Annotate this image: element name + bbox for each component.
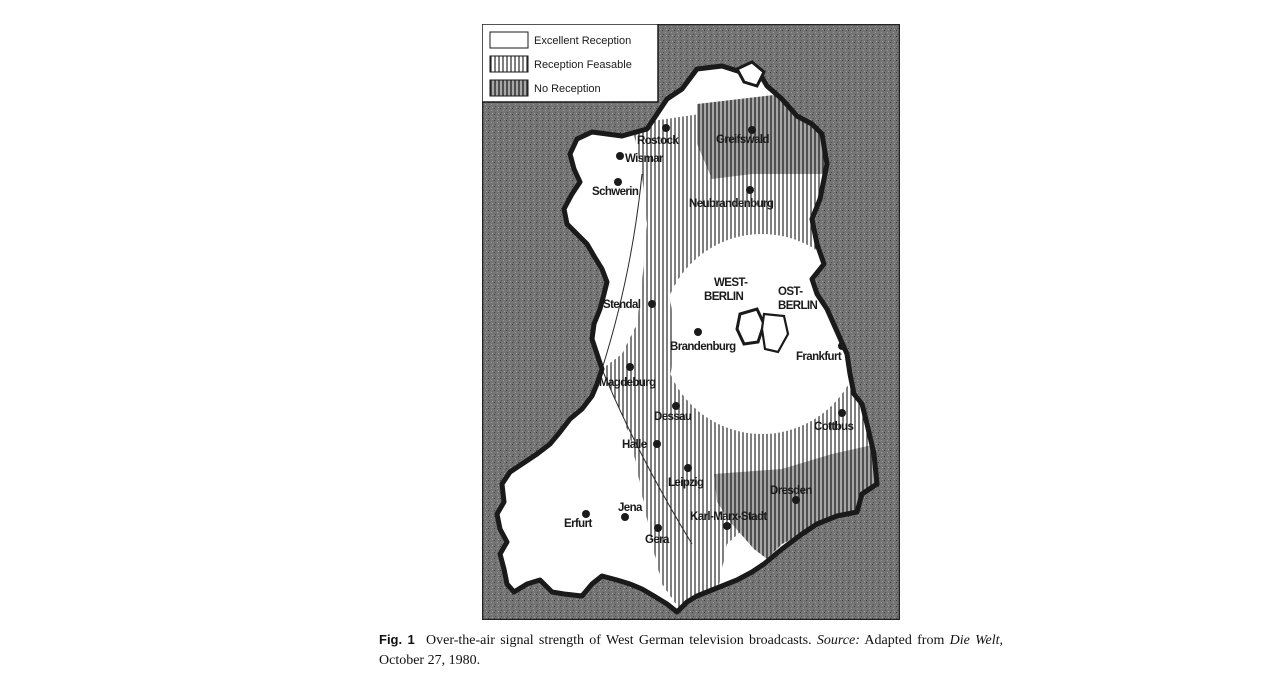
city-dot-gera — [654, 524, 662, 532]
city-label-gera: Gera — [645, 534, 669, 546]
city-label-wismar: Wismar — [625, 153, 663, 165]
legend — [482, 24, 658, 102]
west-berlin-outline — [737, 309, 764, 344]
city-label-neubrandenburg: Neubrandenburg — [689, 198, 774, 210]
figure-label: Fig. 1 — [379, 632, 415, 647]
city-label-greifswald: Greifswald — [716, 134, 769, 146]
legend-label-none: No Reception — [534, 83, 601, 95]
city-dot-frankfurt — [838, 342, 846, 350]
city-label-brandenburg: Brandenburg — [670, 341, 736, 353]
city-dot-rostock — [662, 124, 670, 132]
city-label-dresden: Dresden — [770, 485, 812, 497]
caption-source-text: Adapted from — [864, 633, 945, 648]
city-label-rostock: Rostock — [637, 135, 679, 147]
city-dot-greifswald — [748, 126, 756, 134]
caption-publication: Die Welt, — [949, 633, 1003, 648]
city-dot-wismar — [616, 152, 624, 160]
caption-source-label: Source: — [816, 633, 860, 648]
reception-map — [482, 24, 900, 620]
legend-swatch-feasable — [490, 56, 528, 72]
city-label-jena: Jena — [618, 502, 642, 514]
city-dot-dresden — [792, 496, 800, 504]
city-label-dessau: Dessau — [654, 411, 692, 423]
city-label-ost-berlin-2: BERLIN — [778, 300, 818, 312]
caption-date: October 27, 1980. — [379, 653, 481, 668]
city-dot-karl-marx-stadt — [723, 522, 731, 530]
city-dot-dessau — [672, 402, 680, 410]
city-dot-magdeburg — [626, 363, 634, 371]
city-dot-erfurt — [582, 510, 590, 518]
city-dot-brandenburg — [694, 328, 702, 336]
city-label-west-berlin-1: WEST- — [714, 277, 748, 289]
figure-caption — [379, 630, 1003, 671]
caption-text: Over-the-air signal strength of West German television broadcasts. — [426, 633, 812, 648]
city-dot-halle — [653, 440, 661, 448]
legend-swatch-excellent — [490, 32, 528, 48]
city-dot-neubrandenburg — [746, 186, 754, 194]
city-label-karl-marx-stadt: Karl-Marx-Stadt — [690, 511, 767, 523]
city-dot-leipzig — [684, 464, 692, 472]
city-label-ost-berlin-1: OST- — [778, 286, 803, 298]
city-dot-cottbus — [838, 409, 846, 417]
city-label-schwerin: Schwerin — [592, 186, 639, 198]
city-dot-schwerin — [614, 178, 622, 186]
city-dot-jena — [621, 513, 629, 521]
legend-label-excellent: Excellent Reception — [534, 35, 632, 47]
city-label-leipzig: Leipzig — [668, 477, 704, 489]
city-dot-stendal — [648, 300, 656, 308]
legend-label-feasable: Reception Feasable — [534, 59, 632, 71]
legend-swatch-none — [490, 80, 528, 96]
city-label-halle: Halle — [622, 439, 647, 451]
city-label-frankfurt: Frankfurt — [796, 351, 842, 363]
city-label-west-berlin-2: BERLIN — [704, 291, 744, 303]
city-label-magdeburg: Magdeburg — [599, 377, 656, 389]
city-label-erfurt: Erfurt — [564, 518, 592, 530]
city-label-cottbus: Cottbus — [814, 421, 854, 433]
city-label-stendal: Stendal — [603, 299, 641, 311]
